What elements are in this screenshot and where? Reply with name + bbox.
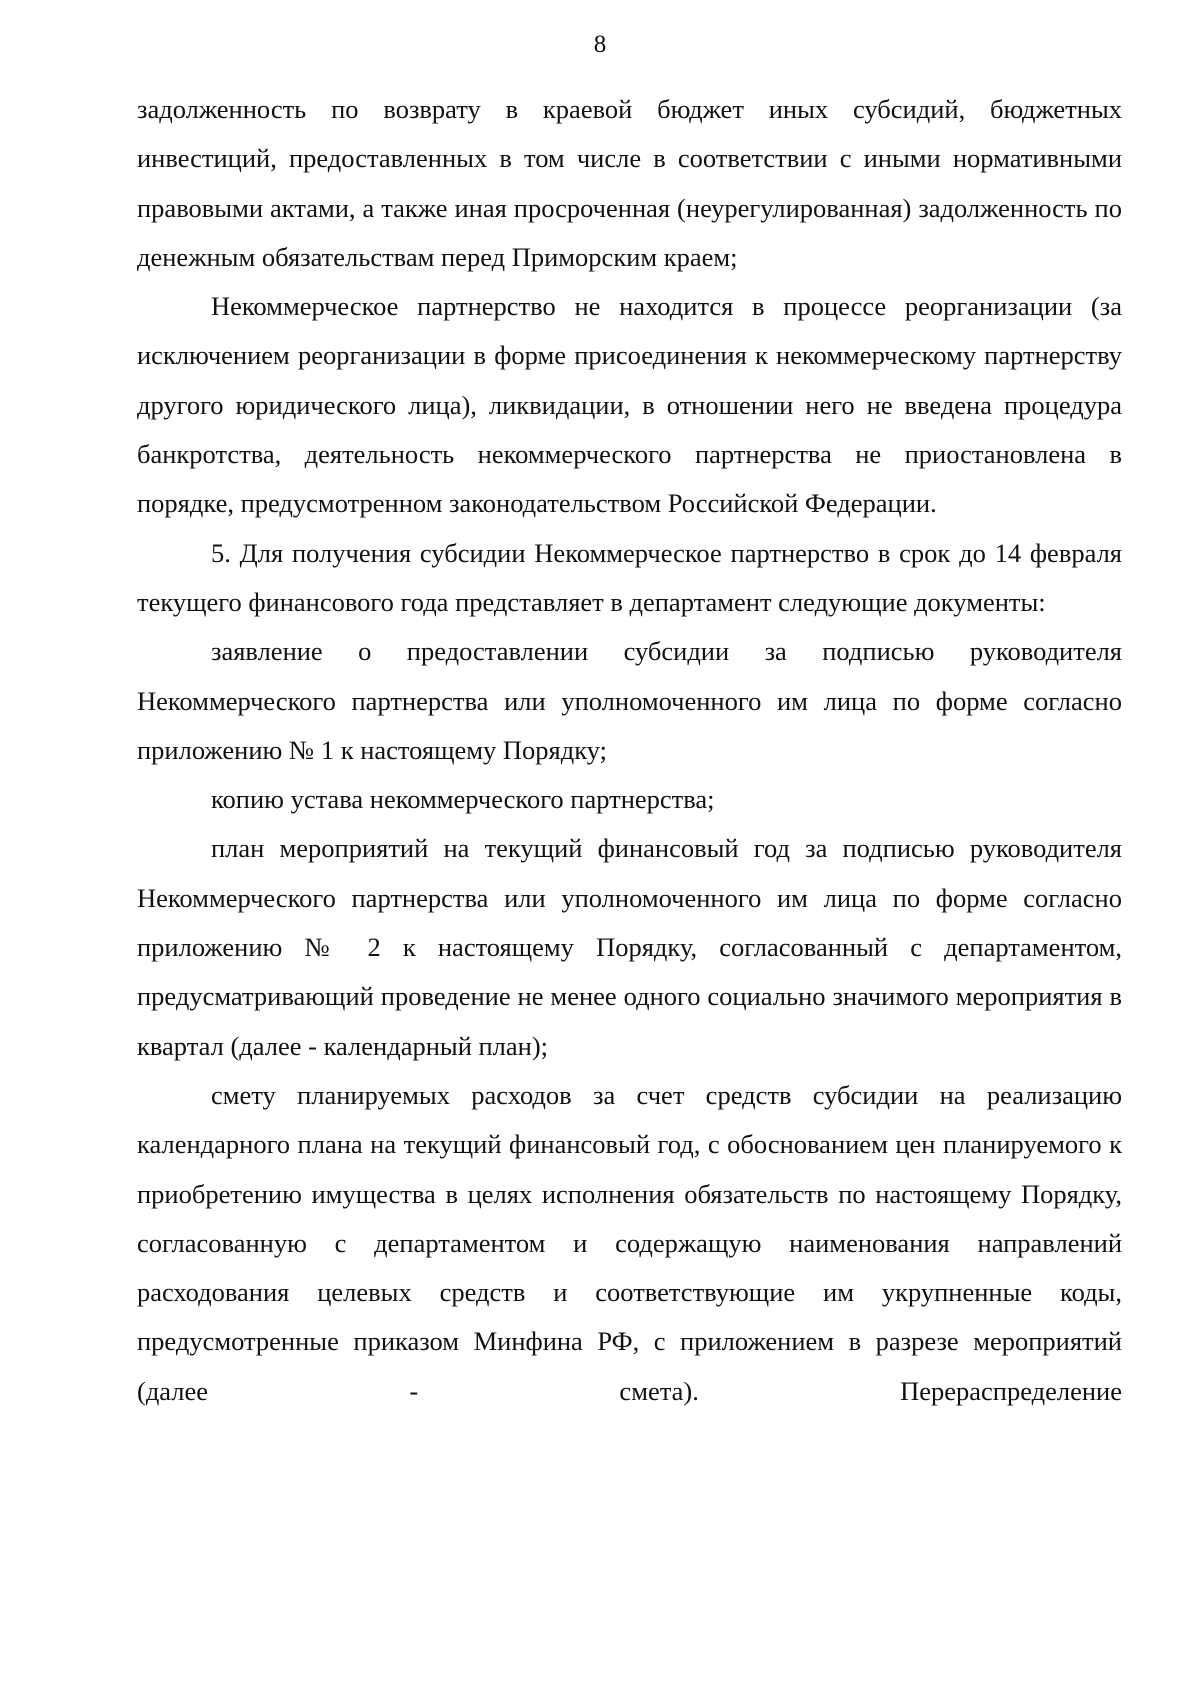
paragraph-clause-5: 5. Для получения субсидии Некоммерческое партнерство в срок до 14 февраля текущего финансового года представляет в департамент следующие документы: [137,537,1122,617]
paragraph-debt-continuation: задолженность по возврату в краевой бюджет иных субсидий, бюджетных инвестиций, предоставленных в том числе в соответствии с иными нормативными правовыми актами, а также иная просроченная (неурегулированная) задолженность по денежным обязательствам перед Приморским краем; [137,94,1122,272]
paragraph-event-plan: план мероприятий на текущий финансовый год за подписью руководителя Некоммерческого партнерства или уполномоченного им лица по форме согласно приложению № 2 к настоящему Порядку, согласованный с департаментом, предусматривающий проведение не менее одного социально значимого мероприятия в квартал (далее - календарный план); [137,833,1122,1061]
page-number: 8 [593,31,607,58]
paragraph-cost-estimate: смету планируемых расходов за счет средств субсидии на реализацию календарного плана на текущий финансовый год, с обоснованием цен планируемого к приобретению имущества в целях исполнения обязательств по настоящему Порядку, согласованную с департаментом и содержащую наименования направлений расходования целевых средств и соответствующие им укрупненные коды, предусмотренные приказом Минфина РФ, с приложением в разрезе мероприятий (далее - смета). Перераспределение [137,1079,1122,1406]
paragraph-application: заявление о предоставлении субсидии за подписью руководителя Некоммерческого партнерства или уполномоченного им лица по форме согласно приложению № 1 к настоящему Порядку; [137,636,1122,765]
paragraph-charter-copy: копию устава некоммерческого партнерства; [211,784,715,815]
paragraph-reorganization: Некоммерческое партнерство не находится в процессе реорганизации (за исключением реорганизации в форме присоединения к некоммерческому партнерству другого юридического лица), ликвидации, в отношении него не введена процедура банкротства, деятельность некоммерческого партнерства не приостановлена в порядке, предусмотренном законодательством Российской Федерации. [137,291,1122,519]
document-body [137,85,1122,1416]
